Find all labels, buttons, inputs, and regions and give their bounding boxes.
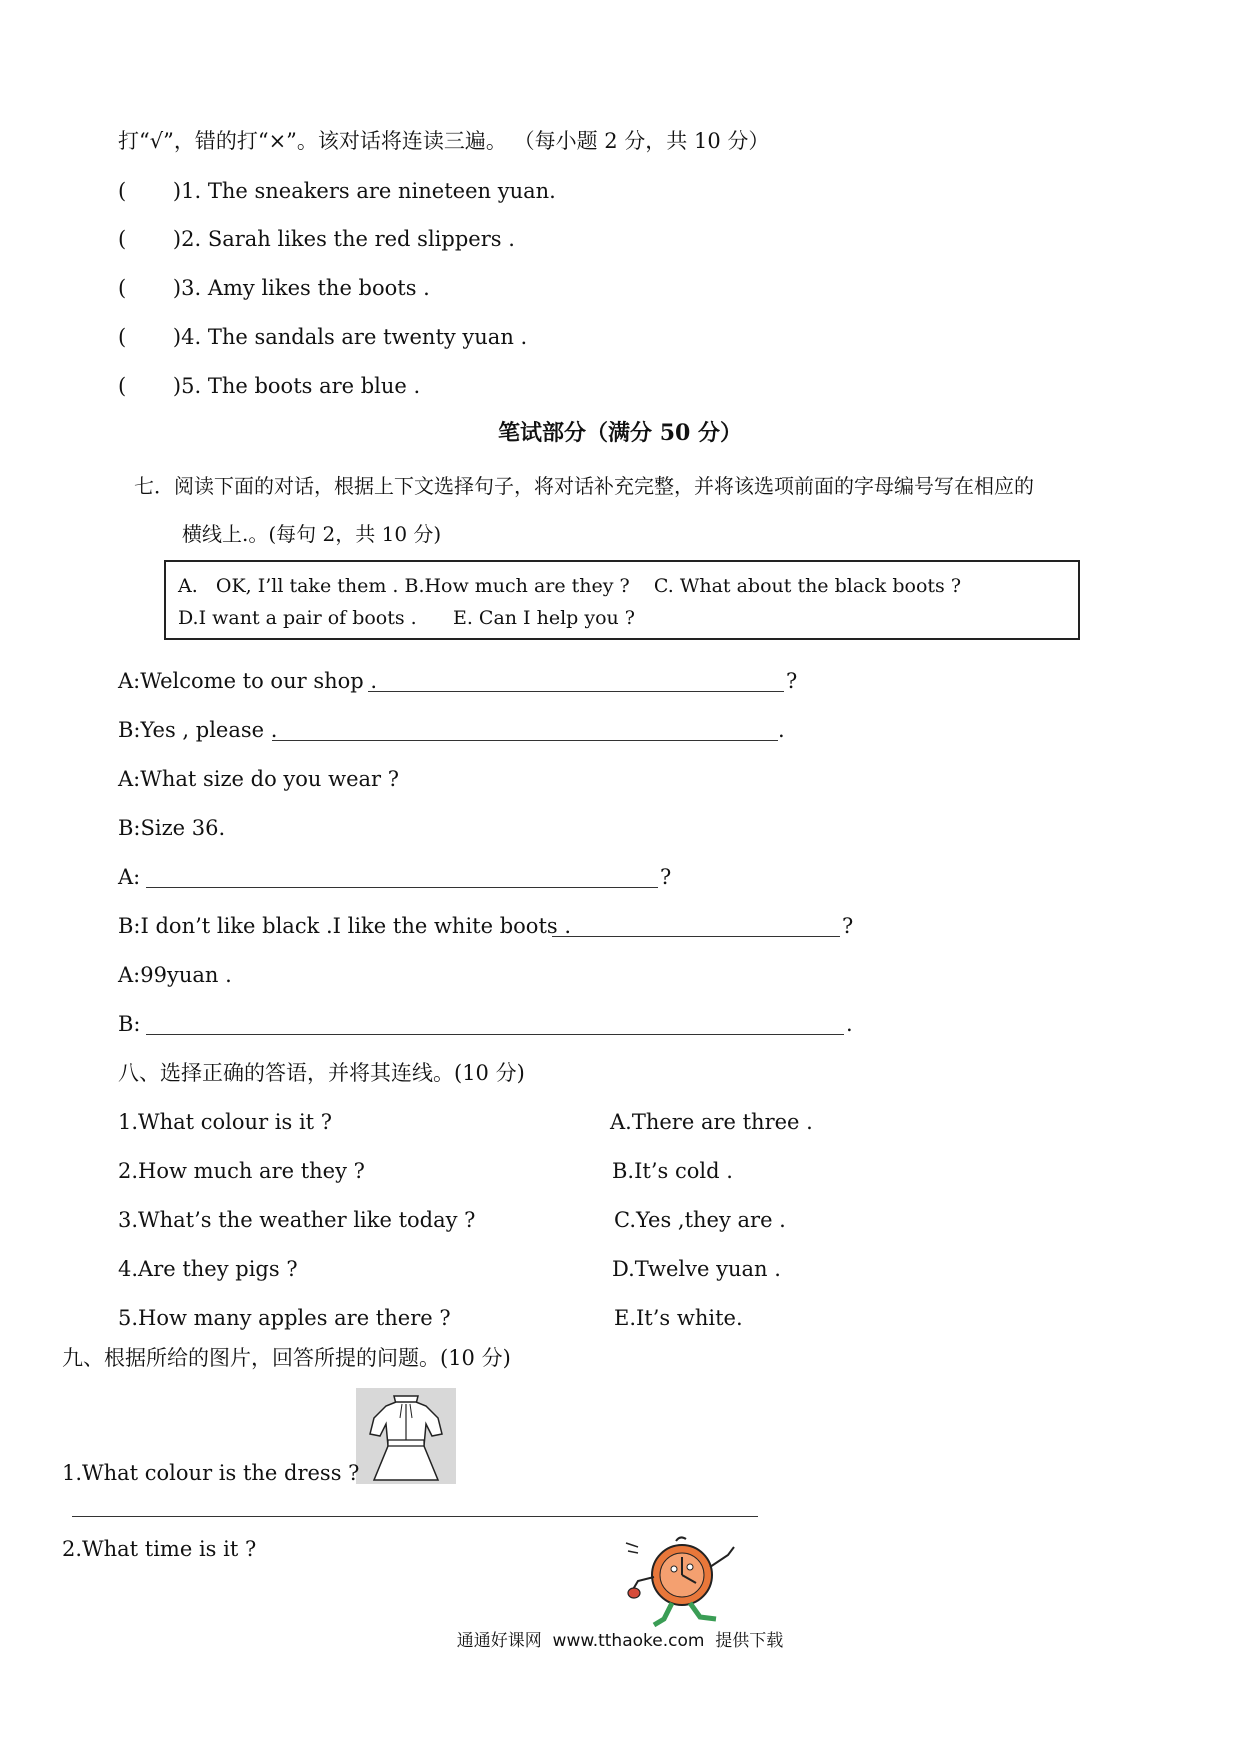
- blank-end-2: .: [778, 718, 785, 742]
- dialogue-line-3: A:What size do you wear ?: [118, 767, 400, 791]
- blank-end-1: ?: [786, 669, 798, 693]
- dialogue-line-2: B:Yes , please .: [118, 718, 278, 742]
- match-question-2: 2.How much are they ?: [118, 1159, 365, 1183]
- section7-heading: 七．阅读下面的对话，根据上下文选择句子，将对话补充完整，并将该选项前面的字母编号写在相应的: [134, 474, 1034, 498]
- match-answer-b: B.It’s cold .: [612, 1159, 733, 1183]
- listening-instruction: 打“√”，错的打“×”。该对话将连读三遍。 （每小题 2 分，共 10 分）: [118, 129, 770, 153]
- written-part-title: 笔试部分（满分 50 分）: [498, 420, 742, 446]
- footer-credit: 通通好课网 www.tthaoke.com 提供下载: [456, 1631, 784, 1651]
- blank-end-5: .: [846, 1012, 853, 1036]
- listening-item-2: ( )2. Sarah likes the red slippers .: [118, 227, 515, 251]
- answer-blank-5[interactable]: [146, 1034, 844, 1035]
- match-question-1: 1.What colour is it ?: [118, 1110, 333, 1134]
- listening-item-4: ( )4. The sandals are twenty yuan .: [118, 325, 528, 349]
- blank-end-3: ?: [660, 865, 672, 889]
- answer-line-q1[interactable]: [72, 1516, 758, 1517]
- match-answer-e: E.It’s white.: [614, 1306, 743, 1330]
- match-answer-a: A.There are three .: [610, 1110, 813, 1134]
- dialogue-line-1: A:Welcome to our shop .: [118, 669, 378, 693]
- answer-blank-3[interactable]: [146, 887, 658, 888]
- options-line-2: D.I want a pair of boots . E. Can I help you ?: [178, 607, 635, 629]
- section9-heading: 九、根据所给的图片，回答所提的问题。(10 分): [62, 1346, 511, 1370]
- dialogue-line-7: A:99yuan .: [118, 963, 232, 987]
- match-question-5: 5.How many apples are there ?: [118, 1306, 451, 1330]
- answer-blank-2[interactable]: [272, 740, 778, 741]
- section7-heading-cont: 横线上.。(每句 2，共 10 分): [182, 522, 442, 546]
- dialogue-line-6: B:I don’t like black .I like the white boots .: [118, 914, 572, 938]
- picture-question-2: 2.What time is it ?: [62, 1537, 257, 1561]
- match-question-3: 3.What’s the weather like today ?: [118, 1208, 476, 1232]
- match-answer-d: D.Twelve yuan .: [612, 1257, 781, 1281]
- match-question-4: 4.Are they pigs ?: [118, 1257, 298, 1281]
- blank-end-4: ?: [842, 914, 854, 938]
- section8-heading: 八、选择正确的答语，并将其连线。(10 分): [118, 1061, 525, 1085]
- dialogue-line-4: B:Size 36.: [118, 816, 226, 840]
- dress-picture: [356, 1388, 456, 1484]
- match-answer-c: C.Yes ,they are .: [614, 1208, 786, 1232]
- answer-blank-4[interactable]: [552, 936, 840, 937]
- listening-item-1: ( )1. The sneakers are nineteen yuan.: [118, 179, 556, 203]
- dialogue-line-8: B:: [118, 1012, 141, 1036]
- answer-blank-1[interactable]: [368, 691, 784, 692]
- dialogue-line-5: A:: [118, 865, 141, 889]
- listening-item-3: ( )3. Amy likes the boots .: [118, 276, 430, 300]
- picture-question-1: 1.What colour is the dress ?: [62, 1461, 360, 1485]
- options-line-1: A. OK, I’ll take them . B.How much are they ? C. What about the black boots ?: [178, 575, 962, 597]
- running-clock-picture: [624, 1533, 744, 1633]
- listening-item-5: ( )5. The boots are blue .: [118, 374, 421, 398]
